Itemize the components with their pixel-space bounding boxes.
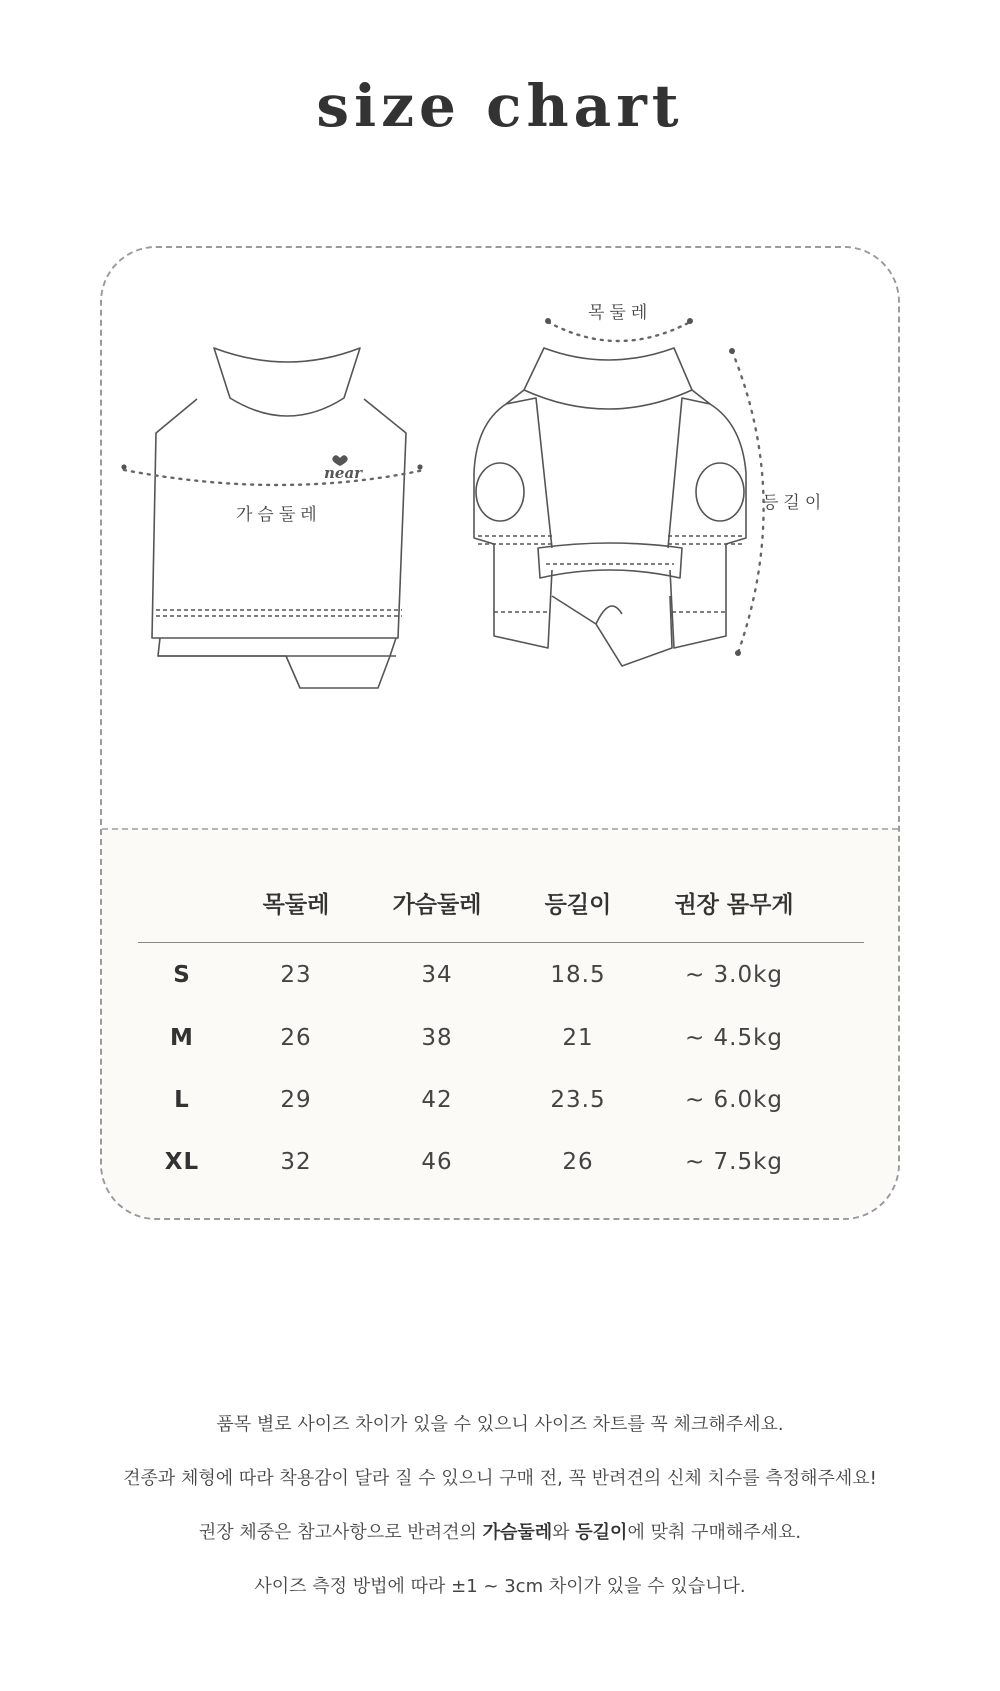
note-emphasis: 가슴둘레 (482, 1522, 553, 1543)
size-table (102, 828, 898, 1220)
column-header: 가슴둘레 (392, 892, 482, 918)
table-cell: 32 (280, 1149, 312, 1175)
chest-label: 가슴둘레 (236, 505, 322, 525)
size-cell: XL (164, 1149, 200, 1175)
table-cell: 34 (421, 962, 453, 988)
back-length-label: 등길이 (762, 493, 827, 513)
table-cell: 18.5 (550, 962, 606, 988)
note-line (0, 1506, 1000, 1560)
garment-illustration (102, 248, 898, 828)
table-cell: 21 (562, 1025, 594, 1051)
size-notes (0, 1398, 1000, 1614)
table-cell: 23 (280, 962, 312, 988)
table-cell: ~ 4.5kg (684, 1025, 784, 1051)
size-cell: M (170, 1025, 194, 1051)
table-cell: 42 (421, 1087, 453, 1113)
column-header: 목둘레 (262, 892, 330, 918)
column-header: 등길이 (544, 892, 612, 918)
note-line: 견종과 체형에 따라 착용감이 달라 질 수 있으니 구매 전, 꼭 반려견의 신체 치수를 측정해주세요! (123, 1468, 877, 1489)
note-text: 에 맞춰 구매해주세요. (627, 1522, 802, 1543)
header-divider (138, 942, 864, 943)
table-cell: 26 (280, 1025, 312, 1051)
note-text: 권장 체중은 참고사항으로 반려견의 (198, 1522, 483, 1543)
column-header: 권장 몸무게 (674, 892, 794, 918)
table-cell: ~ 7.5kg (684, 1149, 784, 1175)
brand-logo: near (324, 464, 363, 482)
size-cell: L (174, 1087, 190, 1113)
table-cell: 26 (562, 1149, 594, 1175)
table-cell: 23.5 (550, 1087, 606, 1113)
table-cell: 38 (421, 1025, 453, 1051)
table-cell: ~ 6.0kg (684, 1087, 784, 1113)
note-emphasis: 등길이 (575, 1522, 628, 1543)
size-chart-card (100, 246, 900, 1220)
size-cell: S (173, 962, 191, 988)
page-title: size chart (316, 72, 684, 140)
note-line: 품목 별로 사이즈 차이가 있을 수 있으니 사이즈 차트를 꼭 체크해주세요. (216, 1414, 784, 1435)
table-cell: 29 (280, 1087, 312, 1113)
garment-illustration-area (102, 248, 898, 828)
back-view-garment (474, 348, 746, 666)
table-cell: ~ 3.0kg (684, 962, 784, 988)
neck-label: 목둘레 (588, 303, 653, 323)
note-line: 사이즈 측정 방법에 따라 ±1 ~ 3cm 차이가 있을 수 있습니다. (254, 1576, 746, 1597)
note-text: 와 (552, 1522, 576, 1543)
table-cell: 46 (421, 1149, 453, 1175)
